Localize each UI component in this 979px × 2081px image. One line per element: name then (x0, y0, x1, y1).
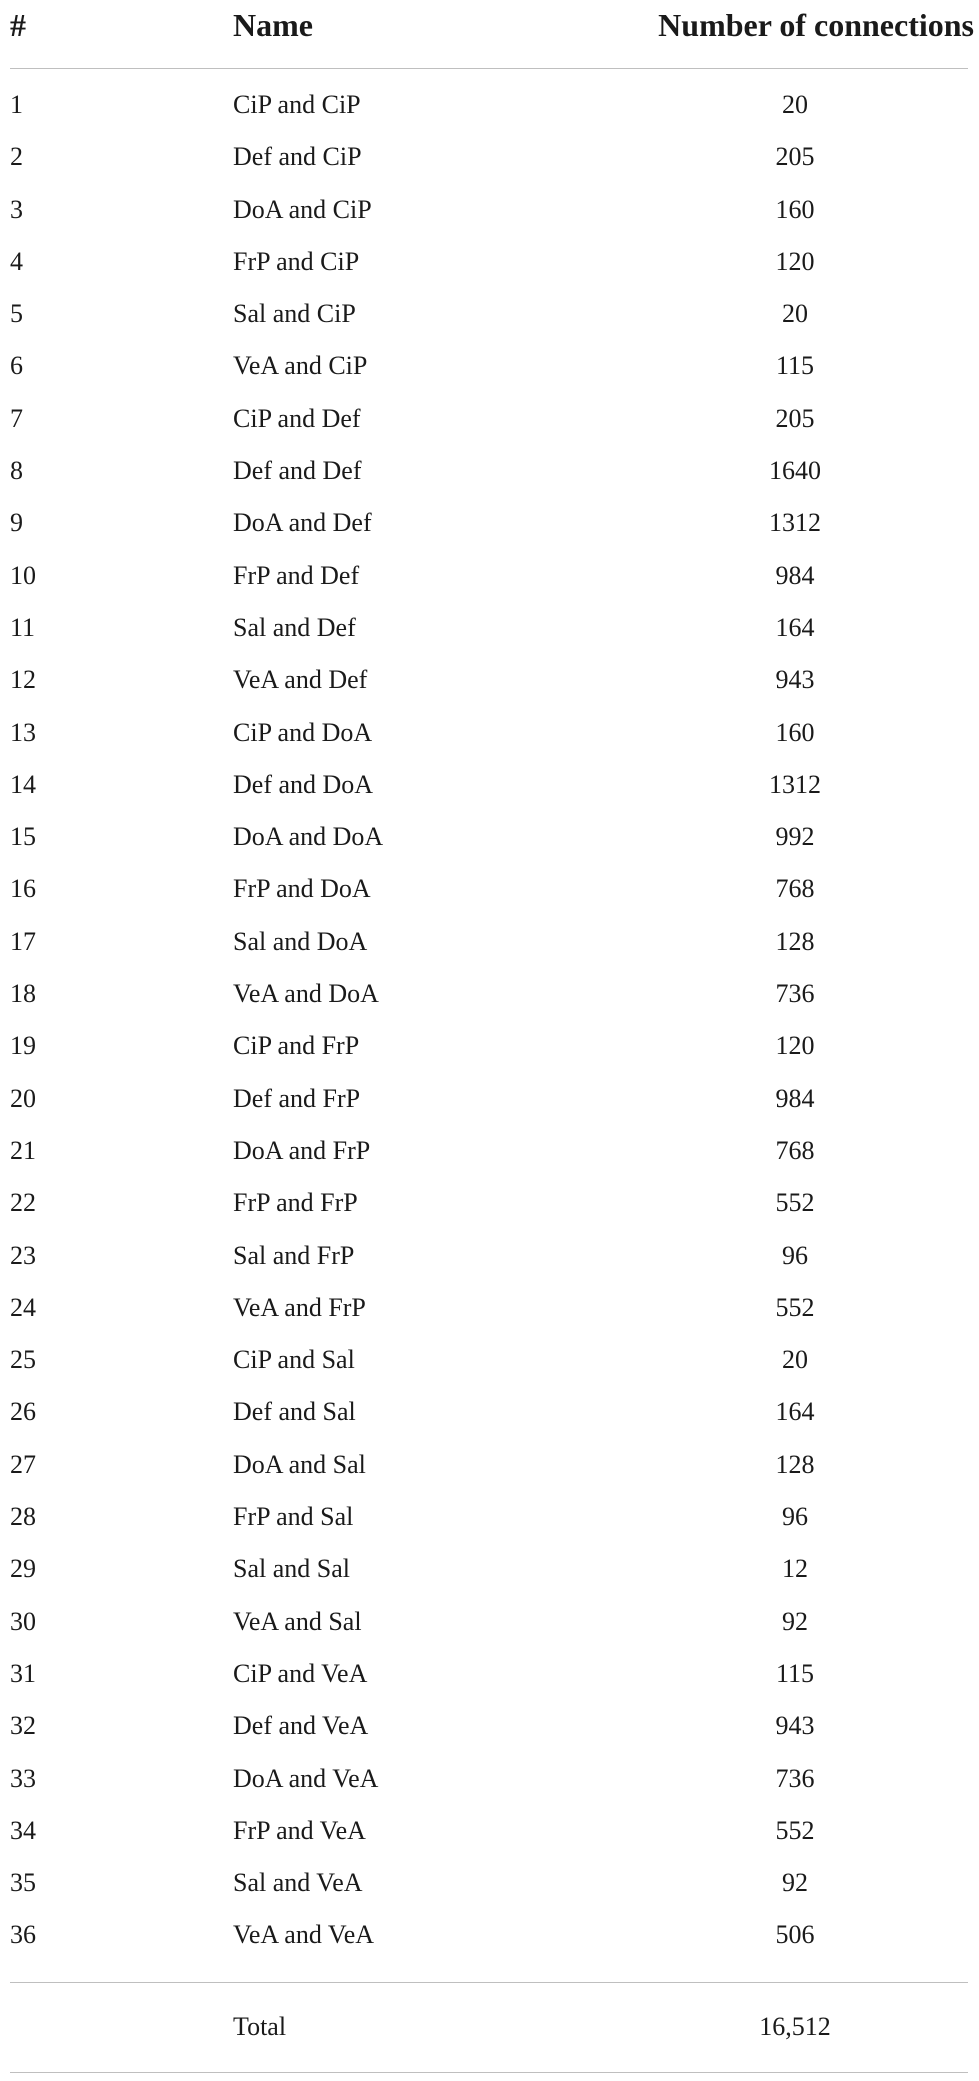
row-connections: 992 (775, 822, 815, 852)
table-row (10, 79, 968, 131)
table-row (10, 1491, 968, 1543)
row-connections: 128 (775, 926, 815, 956)
row-num: 33 (10, 1763, 36, 1793)
row-connections: 115 (775, 1658, 815, 1688)
total-label: Total (233, 2011, 287, 2041)
row-num: 29 (10, 1554, 36, 1584)
row-name: DoA and Def (233, 508, 372, 538)
row-name: CiP and DoA (233, 717, 373, 747)
row-num: 19 (10, 1031, 36, 1061)
table-row (10, 184, 968, 236)
row-name: DoA and DoA (233, 822, 384, 852)
row-name: FrP and FrP (233, 1188, 358, 1218)
table-row (10, 916, 968, 968)
table-row (10, 445, 968, 497)
row-name: Def and VeA (233, 1711, 369, 1741)
row-num: 27 (10, 1449, 36, 1479)
row-name: CiP and FrP (233, 1031, 360, 1061)
table-row (10, 340, 968, 392)
row-num: 7 (10, 403, 23, 433)
row-num: 9 (10, 508, 23, 538)
table-row (10, 707, 968, 759)
row-connections: 736 (775, 1763, 815, 1793)
row-connections: 160 (775, 717, 815, 747)
row-num: 25 (10, 1345, 36, 1375)
total-value: 16,512 (759, 2011, 831, 2041)
table-row (10, 1909, 968, 1961)
row-connections: 96 (782, 1502, 808, 1532)
row-num: 26 (10, 1397, 36, 1427)
row-name: Sal and VeA (233, 1868, 363, 1898)
row-name: FrP and Sal (233, 1502, 354, 1532)
row-name: DoA and Sal (233, 1449, 366, 1479)
row-name: DoA and CiP (233, 194, 372, 224)
table-row (10, 1857, 968, 1909)
bottom-divider (10, 2072, 968, 2073)
table-row (10, 1596, 968, 1648)
table-row (10, 1439, 968, 1491)
table-row (10, 1753, 968, 1805)
table-row (10, 1125, 968, 1177)
table-row (10, 654, 968, 706)
row-num: 12 (10, 665, 36, 695)
table-row (10, 1648, 968, 1700)
table-row (10, 497, 968, 549)
row-connections: 736 (775, 979, 815, 1009)
row-connections: 120 (775, 1031, 815, 1061)
row-name: CiP and VeA (233, 1658, 368, 1688)
row-connections: 92 (782, 1868, 808, 1898)
table-row (10, 811, 968, 863)
row-name: FrP and CiP (233, 246, 360, 276)
row-name: VeA and Sal (233, 1606, 362, 1636)
row-name: Def and Def (233, 456, 362, 486)
row-connections: 943 (775, 1711, 815, 1741)
table-row (10, 1334, 968, 1386)
row-connections: 160 (775, 194, 815, 224)
row-num: 15 (10, 822, 36, 852)
connections-table (10, 0, 974, 2073)
table-row (10, 393, 968, 445)
table-row (10, 1020, 968, 1072)
row-name: Def and Sal (233, 1397, 356, 1427)
row-num: 32 (10, 1711, 36, 1741)
row-connections: 164 (775, 612, 815, 642)
row-connections: 943 (775, 665, 815, 695)
table-header (10, 0, 974, 50)
row-name: Def and FrP (233, 1083, 361, 1113)
row-name: Sal and Sal (233, 1554, 350, 1584)
row-num: 35 (10, 1868, 36, 1898)
header-connections: Number of connections (658, 7, 974, 43)
table-row (10, 759, 968, 811)
row-connections: 506 (775, 1920, 815, 1950)
row-name: DoA and VeA (233, 1763, 379, 1793)
row-num: 1 (10, 90, 23, 119)
table-row (10, 968, 968, 1020)
row-connections: 1312 (769, 508, 821, 538)
row-num: 21 (10, 1135, 36, 1165)
row-connections: 12 (782, 1554, 808, 1584)
row-num: 23 (10, 1240, 36, 1270)
row-name: FrP and DoA (233, 874, 371, 904)
row-num: 30 (10, 1606, 36, 1636)
row-name: FrP and VeA (233, 1815, 366, 1845)
row-connections: 984 (775, 560, 815, 590)
table-row (10, 1543, 968, 1595)
row-name: Sal and Def (233, 612, 356, 642)
row-connections: 552 (775, 1292, 815, 1322)
table-row (10, 288, 968, 340)
table-row (10, 1177, 968, 1229)
table-row (10, 863, 968, 915)
table-row (10, 1230, 968, 1282)
table-row (10, 236, 968, 288)
row-connections: 120 (775, 246, 815, 276)
row-name: CiP and Sal (233, 1345, 355, 1375)
row-num: 22 (10, 1188, 36, 1218)
row-connections: 128 (775, 1449, 815, 1479)
row-connections: 20 (782, 90, 808, 119)
table-row (10, 1282, 968, 1334)
row-connections: 96 (782, 1240, 808, 1270)
table-row (10, 131, 968, 183)
row-name: Sal and DoA (233, 926, 368, 956)
row-connections: 552 (775, 1188, 815, 1218)
row-connections: 768 (775, 874, 815, 904)
row-name: CiP and CiP (233, 90, 361, 119)
row-connections: 1312 (769, 769, 821, 799)
total-row (10, 1988, 968, 2066)
row-num: 4 (10, 246, 23, 276)
table-row (10, 550, 968, 602)
row-connections: 115 (775, 351, 815, 381)
row-name: Def and DoA (233, 769, 374, 799)
row-name: VeA and VeA (233, 1920, 375, 1950)
row-connections: 92 (782, 1606, 808, 1636)
row-num: 36 (10, 1920, 36, 1950)
row-num: 14 (10, 769, 36, 799)
row-num: 5 (10, 299, 23, 329)
row-connections: 984 (775, 1083, 815, 1113)
row-num: 3 (10, 194, 23, 224)
row-num: 28 (10, 1502, 36, 1532)
table-row (10, 602, 968, 654)
table-row (10, 1073, 968, 1125)
row-num: 13 (10, 717, 36, 747)
row-name: Sal and FrP (233, 1240, 355, 1270)
row-name: FrP and Def (233, 560, 360, 590)
total-divider (10, 1982, 968, 1983)
row-connections: 1640 (769, 456, 821, 486)
row-connections: 205 (775, 142, 815, 172)
row-num: 24 (10, 1292, 36, 1322)
row-connections: 20 (782, 299, 808, 329)
row-name: VeA and FrP (233, 1292, 366, 1322)
row-name: Sal and CiP (233, 299, 356, 329)
row-num: 10 (10, 560, 36, 590)
header-name: Name (233, 7, 313, 43)
row-num: 20 (10, 1083, 36, 1113)
row-connections: 20 (782, 1345, 808, 1375)
table-row (10, 1805, 968, 1857)
row-name: Def and CiP (233, 142, 362, 172)
row-connections: 205 (775, 403, 815, 433)
row-num: 18 (10, 979, 36, 1009)
row-num: 8 (10, 456, 23, 486)
row-name: DoA and FrP (233, 1135, 371, 1165)
table-row (10, 1386, 968, 1438)
table-body (10, 79, 968, 1962)
row-num: 17 (10, 926, 36, 956)
row-name: VeA and CiP (233, 351, 368, 381)
row-connections: 552 (775, 1815, 815, 1845)
table-row (10, 1700, 968, 1752)
row-num: 34 (10, 1815, 36, 1845)
row-num: 31 (10, 1658, 36, 1688)
row-num: 2 (10, 142, 23, 172)
row-num: 6 (10, 351, 23, 381)
row-num: 16 (10, 874, 36, 904)
row-name: VeA and DoA (233, 979, 379, 1009)
header-divider (10, 68, 968, 69)
row-connections: 164 (775, 1397, 815, 1427)
row-connections: 768 (775, 1135, 815, 1165)
row-num: 11 (10, 612, 36, 642)
row-name: CiP and Def (233, 403, 361, 433)
header-num: # (10, 7, 26, 43)
row-name: VeA and Def (233, 665, 368, 695)
